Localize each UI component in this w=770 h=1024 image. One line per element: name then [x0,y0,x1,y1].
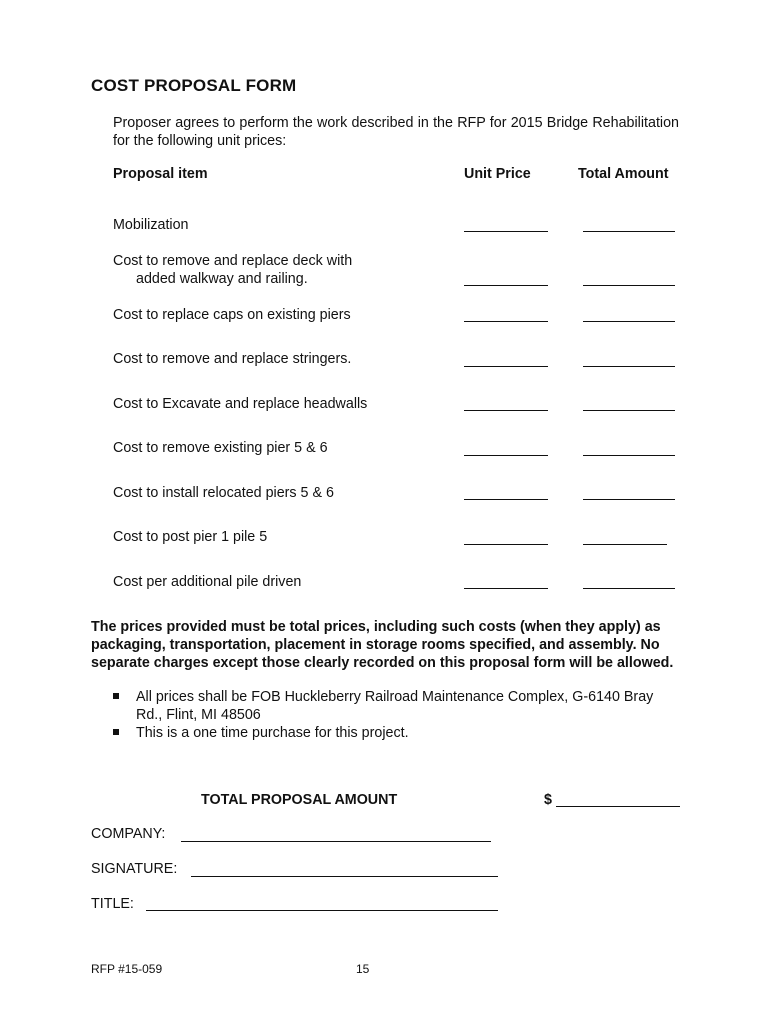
unit-price-blank[interactable] [464,544,548,545]
proposal-item [113,395,367,413]
total-proposal-amount-label: TOTAL PROPOSAL AMOUNT [201,792,398,808]
bullet-text: This is a one time purchase for this project. [136,725,409,741]
total-amount-blank[interactable] [583,455,675,456]
total-proposal-amount-blank[interactable] [556,806,680,807]
bullet-text: All prices shall be FOB Huckleberry Railroad Maintenance Complex, G-6140 Bray Rd., Flint, MI 48506 [136,689,654,723]
proposal-item-label: Cost to install relocated piers 5 & 6 [113,485,334,501]
proposal-item [113,252,352,288]
total-amount-blank[interactable] [583,366,675,367]
terms-paragraph: The prices provided must be total prices, including such costs (when they apply) as packaging, transportation, placement in storage rooms specified, and assembly. No separate charges except those clearly recorded on this proposal form will be allowed. [91,619,674,671]
unit-price-blank[interactable] [464,285,548,286]
unit-price-blank[interactable] [464,588,548,589]
unit-price-blank[interactable] [464,410,548,411]
proposal-item [113,528,267,546]
signature-field[interactable] [191,876,498,877]
column-header-unit-price: Unit Price [464,166,531,182]
proposal-item-label: Cost to Excavate and replace headwalls [113,396,368,412]
total-amount-blank[interactable] [583,410,675,411]
form-title: COST PROPOSAL FORM [91,76,297,95]
total-amount-blank[interactable] [583,588,675,589]
proposal-item-label: Cost to remove and replace deck with [113,253,353,269]
proposal-item-label: Cost to replace caps on existing piers [113,307,351,323]
column-header-total-amount: Total Amount [578,166,669,182]
bullet-item [113,724,673,742]
unit-price-blank[interactable] [464,366,548,367]
unit-price-blank[interactable] [464,499,548,500]
total-amount-blank[interactable] [583,321,675,322]
proposal-item-label: Cost to remove and replace stringers. [113,351,352,367]
title-field[interactable] [146,910,498,911]
intro-paragraph: Proposer agrees to perform the work described in the RFP for 2015 Bridge Rehabilitation for the following unit prices: [113,115,679,149]
proposal-item-label: Cost per additional pile driven [113,574,302,590]
proposal-item [113,350,351,368]
total-amount-blank[interactable] [583,544,667,545]
proposal-item [113,573,301,591]
unit-price-blank[interactable] [464,455,548,456]
proposal-item [113,216,189,234]
company-field[interactable] [181,841,491,842]
square-bullet-icon [113,693,119,699]
proposal-item [113,439,328,457]
proposal-item-label: Mobilization [113,217,189,233]
proposal-item [113,306,351,324]
proposal-item-label: Cost to remove existing pier 5 & 6 [113,440,328,456]
company-label: COMPANY: [91,826,166,842]
proposal-item [113,484,334,502]
square-bullet-icon [113,729,119,735]
column-header-item: Proposal item [113,166,208,182]
signature-label: SIGNATURE: [91,861,178,877]
bullet-item [113,688,673,724]
currency-symbol: $ [544,792,552,808]
proposal-item-label: Cost to post pier 1 pile 5 [113,529,268,545]
proposal-item-label-continued: added walkway and railing. [136,271,308,287]
unit-price-blank[interactable] [464,231,548,232]
total-amount-blank[interactable] [583,231,675,232]
rfp-number: RFP #15-059 [91,962,163,976]
unit-price-blank[interactable] [464,321,548,322]
terms-bullet-list [113,688,673,742]
title-label: TITLE: [91,896,134,912]
total-amount-blank[interactable] [583,499,675,500]
total-amount-blank[interactable] [583,285,675,286]
page-number: 15 [356,962,370,976]
